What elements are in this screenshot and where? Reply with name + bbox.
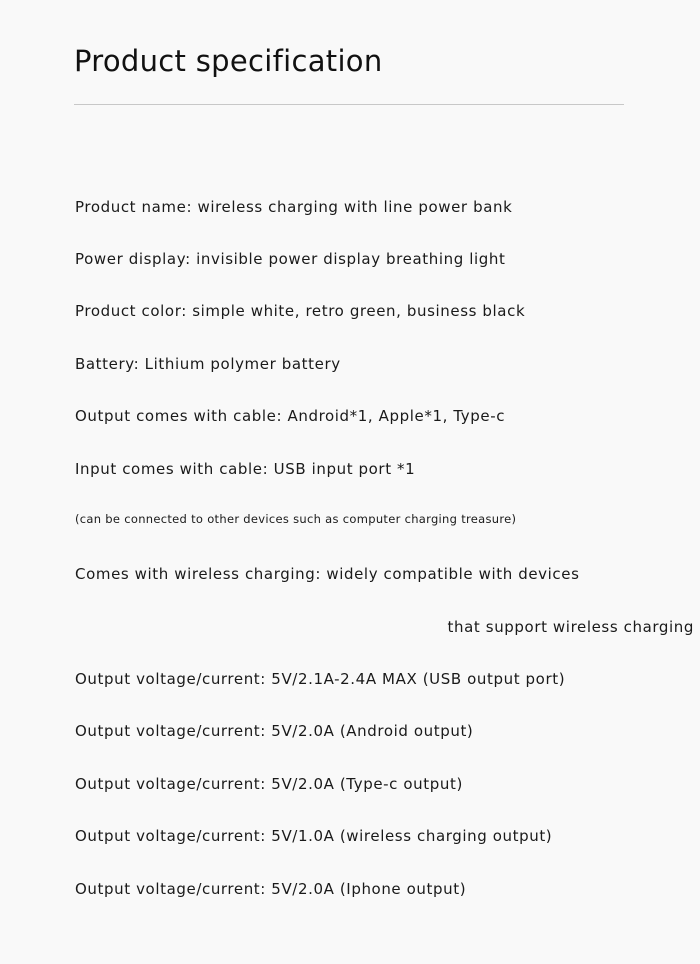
spec-product-color: Product color: simple white, retro green, business black (75, 302, 526, 320)
page-title: Product specification (74, 44, 383, 78)
spec-power-display: Power display: invisible power display breathing light (75, 250, 506, 268)
spec-output-android: Output voltage/current: 5V/2.0A (Android output) (75, 722, 474, 740)
spec-output-iphone: Output voltage/current: 5V/2.0A (Iphone output) (75, 880, 467, 898)
spec-output-wireless: Output voltage/current: 5V/1.0A (wireless charging output) (75, 827, 553, 845)
spec-wireless-charging-continued: that support wireless charging (447, 618, 694, 636)
spec-output-usb: Output voltage/current: 5V/2.1A-2.4A MAX (USB output port) (75, 670, 566, 688)
title-divider (74, 104, 624, 105)
spec-product-name: Product name: wireless charging with line power bank (75, 198, 513, 216)
spec-output-cable: Output comes with cable: Android*1, Apple*1, Type-c (75, 407, 506, 425)
spec-input-note: (can be connected to other devices such as computer charging treasure) (75, 512, 517, 526)
spec-input-cable: Input comes with cable: USB input port *1 (75, 460, 416, 478)
spec-output-typec: Output voltage/current: 5V/2.0A (Type-c output) (75, 775, 463, 793)
spec-battery: Battery: Lithium polymer battery (75, 355, 341, 373)
spec-wireless-charging: Comes with wireless charging: widely compatible with devices (75, 565, 580, 583)
